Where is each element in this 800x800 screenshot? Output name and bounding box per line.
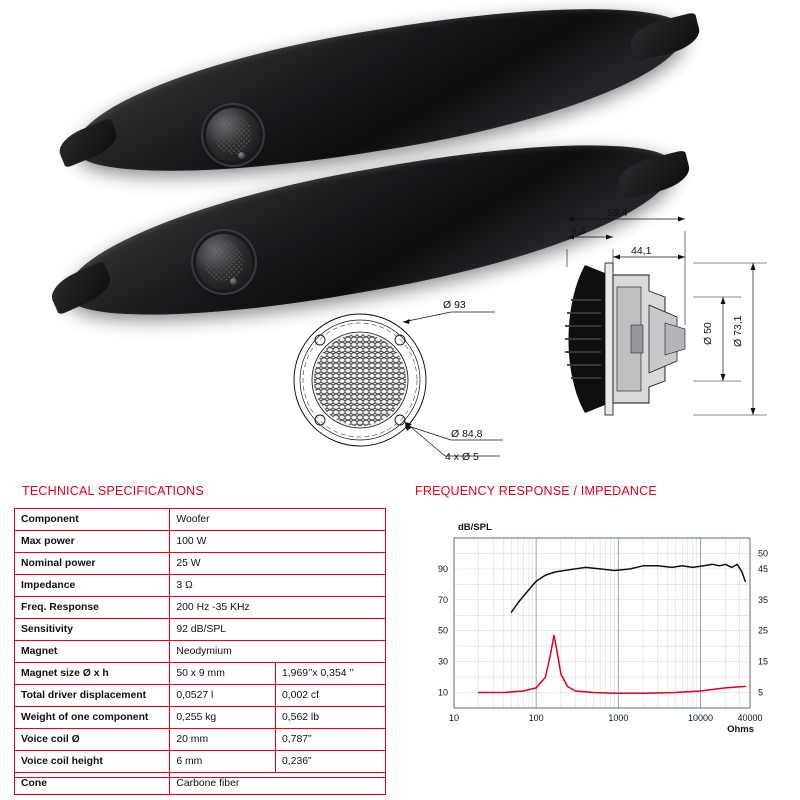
spec-value-imperial: 1,969’’x 0,354 ’’ — [276, 663, 386, 685]
tweeter-grille-upper — [206, 108, 260, 162]
table-row — [15, 553, 386, 575]
table-bottom-rule — [14, 777, 386, 778]
spec-key: Cone — [15, 773, 170, 795]
tweeter-grille-lower — [196, 234, 252, 290]
svg-text:dB/SPL: dB/SPL — [458, 522, 492, 533]
spec-key: Sensitivity — [15, 619, 170, 641]
spec-key: Component — [15, 509, 170, 531]
table-row — [15, 641, 386, 663]
spec-value-imperial: 0,562 lb — [276, 707, 386, 729]
woofer-front-view-drawing — [255, 290, 515, 470]
dim-outer-diameter: Ø 93 — [443, 299, 466, 311]
spec-value-imperial: 0,236” — [276, 751, 386, 773]
spec-key: Impedance — [15, 575, 170, 597]
svg-text:50: 50 — [758, 548, 769, 559]
frequency-response-chart — [406, 506, 788, 756]
frequency-response-plot — [406, 506, 788, 756]
spec-value: 50 x 9 mm — [170, 663, 276, 685]
spec-value: 20 mm — [170, 729, 276, 751]
spec-key: Freq. Response — [15, 597, 170, 619]
spec-key: Max power — [15, 531, 170, 553]
svg-text:30: 30 — [437, 656, 448, 667]
table-row — [15, 575, 386, 597]
dim-total-depth: 59,4 — [607, 207, 628, 219]
svg-text:Ohms: Ohms — [727, 724, 754, 735]
table-row — [15, 707, 386, 729]
spec-value: 92 dB/SPL — [170, 619, 386, 641]
pod-screw-upper — [238, 152, 245, 159]
svg-text:40000: 40000 — [737, 713, 763, 723]
spec-value: 3 Ω — [170, 575, 386, 597]
dim-flange-thickness: 6,3 — [571, 225, 586, 237]
technical-specifications-table — [14, 508, 386, 795]
svg-text:1000: 1000 — [608, 713, 629, 723]
spec-key: Weight of one component — [15, 707, 170, 729]
spec-value: Woofer — [170, 509, 386, 531]
technical-specifications-title: TECHNICAL SPECIFICATIONS — [22, 484, 204, 498]
svg-text:50: 50 — [437, 625, 448, 636]
spec-value: Neodymium — [170, 641, 386, 663]
table-row — [15, 619, 386, 641]
svg-text:15: 15 — [758, 656, 769, 667]
svg-text:10000: 10000 — [688, 713, 714, 723]
spec-value: Carbone fiber — [170, 773, 386, 795]
spec-value: 0,0527 l — [170, 685, 276, 707]
table-row — [15, 751, 386, 773]
svg-text:25: 25 — [758, 625, 769, 636]
spec-key: Voice coil Ø — [15, 729, 170, 751]
spec-key: Total driver displacement — [15, 685, 170, 707]
spec-key: Magnet — [15, 641, 170, 663]
spec-value-imperial: 0,002 cf — [276, 685, 386, 707]
spec-key: Nominal power — [15, 553, 170, 575]
spec-value: 200 Hz -35 KHz — [170, 597, 386, 619]
dim-bolt-circle: Ø 84,8 — [451, 428, 483, 440]
table-row — [15, 685, 386, 707]
spec-value: 0,255 kg — [170, 707, 276, 729]
svg-text:10: 10 — [448, 713, 460, 723]
svg-text:70: 70 — [437, 594, 448, 605]
table-row — [15, 773, 386, 795]
woofer-side-view-drawing — [545, 205, 800, 465]
spec-value: 100 W — [170, 531, 386, 553]
spec-value: 25 W — [170, 553, 386, 575]
svg-text:45: 45 — [758, 563, 769, 574]
svg-text:35: 35 — [758, 594, 769, 605]
svg-text:90: 90 — [437, 563, 448, 574]
table-row — [15, 531, 386, 553]
spec-key: Voice coil height — [15, 751, 170, 773]
svg-text:5: 5 — [758, 687, 764, 698]
dim-frame-diameter: Ø 73,1 — [732, 315, 744, 347]
frequency-response-title: FREQUENCY RESPONSE / IMPEDANCE — [415, 484, 657, 498]
table-row — [15, 663, 386, 685]
dim-mounting-depth: 44,1 — [631, 245, 652, 257]
spec-key: Magnet size Ø x h — [15, 663, 170, 685]
lower-section — [0, 470, 800, 800]
table-row — [15, 729, 386, 751]
table-row — [15, 597, 386, 619]
pod-screw-lower — [230, 278, 237, 285]
spec-value-imperial: 0,787” — [276, 729, 386, 751]
dim-mounting-holes: 4 x Ø 5 — [445, 451, 479, 463]
svg-text:100: 100 — [528, 713, 544, 723]
dim-cutout-diameter: Ø 50 — [702, 322, 714, 345]
svg-text:10: 10 — [437, 687, 448, 698]
table-row — [15, 509, 386, 531]
spec-value: 6 mm — [170, 751, 276, 773]
